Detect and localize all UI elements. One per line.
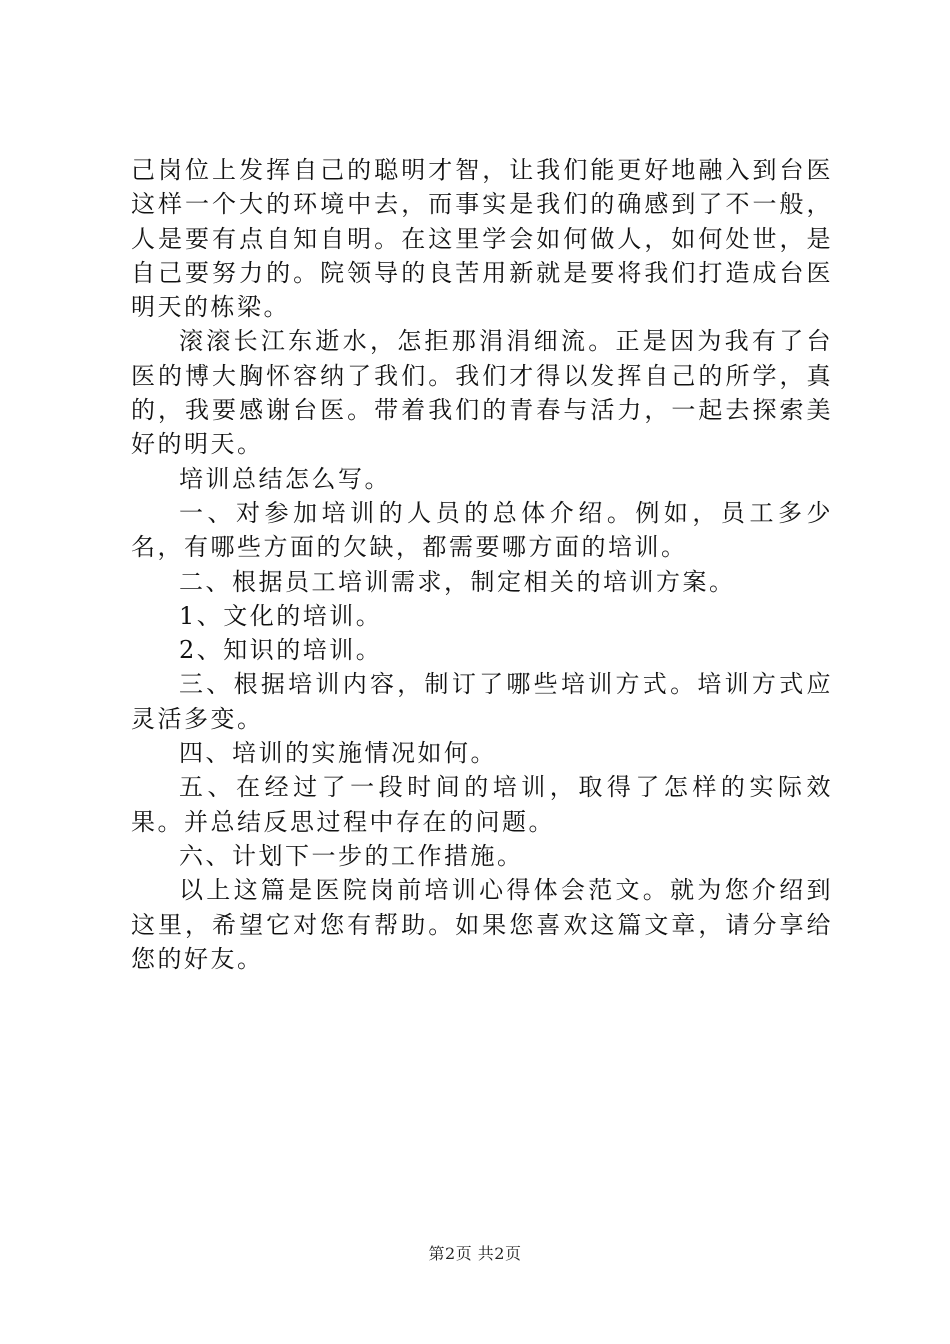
paragraph-item-4: 四、培训的实施情况如何。 <box>179 739 497 768</box>
document-body <box>131 153 833 976</box>
paragraph-subitem-1: 1、文化的培训。 <box>179 601 383 630</box>
paragraph-item-3: 三、根据培训内容，制订了哪些培训方式。培训方式应灵活多变。 <box>131 670 833 733</box>
paragraph-continuation: 己岗位上发挥自己的聪明才智，让我们能更好地融入到台医这样一个大的环境中去，而事实是我们的确感到了不一般，人是要有点自知自明。在这里学会如何做人，如何处世，是自己要努力的。院领导的良苦用新就是要将我们打造成台医明天的栋梁。 <box>131 156 833 322</box>
paragraph-subitem-2: 2、知识的培训。 <box>179 636 383 665</box>
paragraph-gratitude: 滚滚长江东逝水，怎拒那涓涓细流。正是因为我有了台医的博大胸怀容纳了我们。我们才得以发挥自己的所学，真的，我要感谢台医。带着我们的青春与活力，一起去探索美好的明天。 <box>131 327 833 459</box>
paragraph-heading-how-to-write: 培训总结怎么写。 <box>179 464 391 493</box>
paragraph-item-1: 一、对参加培训的人员的总体介绍。例如，员工多少名，有哪些方面的欠缺，都需要哪方面的培训。 <box>131 498 833 562</box>
paragraph-item-6: 六、计划下一步的工作措施。 <box>179 841 524 870</box>
page-number-footer: 第2页 共2页 <box>428 1244 522 1263</box>
paragraph-item-5: 五、在经过了一段时间的培训，取得了怎样的实际效果。并总结反思过程中存在的问题。 <box>131 773 833 836</box>
paragraph-closing: 以上这篇是医院岗前培训心得体会范文。就为您介绍到这里，希望它对您有帮助。如果您喜欢这篇文章，请分享给您的好友。 <box>131 876 833 973</box>
paragraph-item-2: 二、根据员工培训需求，制定相关的培训方案。 <box>179 567 736 596</box>
